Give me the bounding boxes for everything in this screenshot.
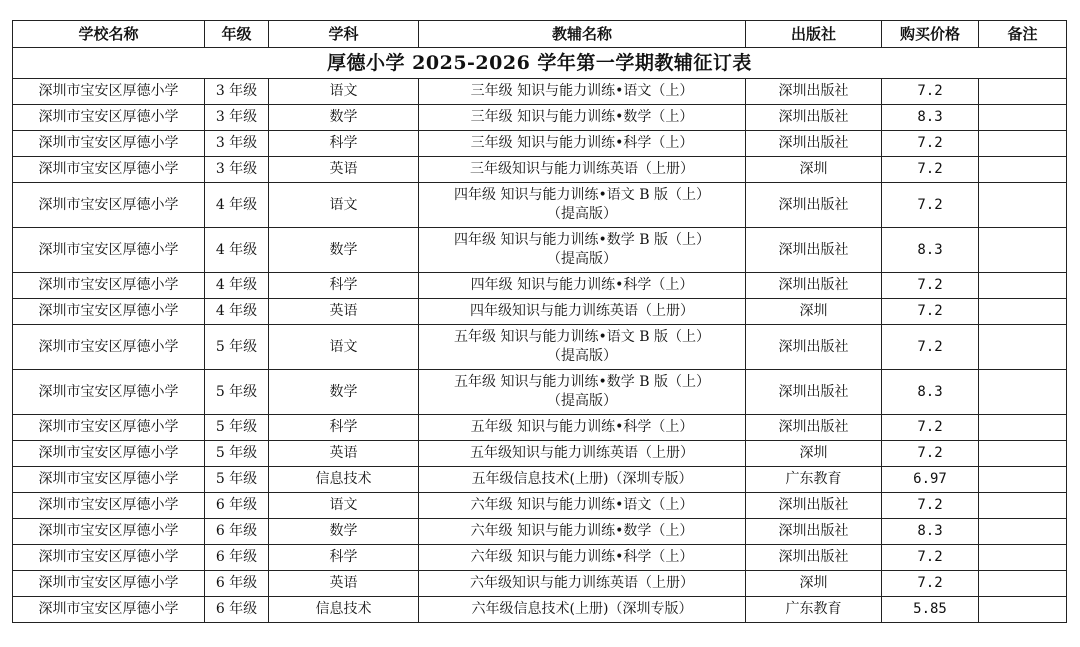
table-title: 厚德小学 2025-2026 学年第一学期教辅征订表 [13, 48, 1067, 79]
publisher-cell: 深圳出版社 [746, 273, 882, 299]
grade-cell: 4 年级 [205, 183, 269, 228]
grade-cell: 6 年级 [205, 597, 269, 623]
book-cell [419, 273, 746, 299]
price-cell: 7.2 [882, 157, 979, 183]
book-cell [419, 467, 746, 493]
price-cell: 7.2 [882, 571, 979, 597]
grade-cell: 6 年级 [205, 545, 269, 571]
table-row [13, 597, 1067, 623]
book-cell [419, 79, 746, 105]
book-name-line: 五年级 知识与能力训练•语文 B 版（上） [454, 329, 710, 345]
note-cell [979, 183, 1067, 228]
school-cell: 深圳市宝安区厚德小学 [13, 131, 205, 157]
note-cell [979, 545, 1067, 571]
book-cell [419, 519, 746, 545]
header-school: 学校名称 [13, 21, 205, 48]
table-row [13, 370, 1067, 415]
publisher-cell: 深圳 [746, 157, 882, 183]
price-cell: 7.2 [882, 273, 979, 299]
price-cell: 7.2 [882, 79, 979, 105]
publisher-cell: 深圳出版社 [746, 183, 882, 228]
book-name-line: 六年级信息技术(上册)（深圳专版） [471, 601, 693, 617]
book-cell [419, 325, 746, 370]
book-cell [419, 545, 746, 571]
grade-cell: 6 年级 [205, 493, 269, 519]
school-cell: 深圳市宝安区厚德小学 [13, 325, 205, 370]
school-cell: 深圳市宝安区厚德小学 [13, 441, 205, 467]
table-row [13, 415, 1067, 441]
subject-cell: 信息技术 [269, 467, 419, 493]
book-cell [419, 571, 746, 597]
book-cell [419, 299, 746, 325]
note-cell [979, 370, 1067, 415]
subject-cell: 英语 [269, 157, 419, 183]
book-name-line: 三年级知识与能力训练英语（上册） [470, 161, 694, 177]
table-row [13, 493, 1067, 519]
grade-cell: 5 年级 [205, 415, 269, 441]
note-cell [979, 441, 1067, 467]
publisher-cell: 深圳出版社 [746, 545, 882, 571]
book-name-line: （提高版） [547, 393, 617, 409]
grade-cell: 3 年级 [205, 79, 269, 105]
school-cell: 深圳市宝安区厚德小学 [13, 519, 205, 545]
book-name-line: 五年级知识与能力训练英语（上册） [470, 445, 694, 461]
note-cell [979, 299, 1067, 325]
book-name-line: 四年级 知识与能力训练•数学 B 版（上） [454, 232, 710, 248]
table-row [13, 441, 1067, 467]
grade-cell: 3 年级 [205, 157, 269, 183]
subject-cell: 数学 [269, 105, 419, 131]
book-cell [419, 441, 746, 467]
subject-cell: 科学 [269, 131, 419, 157]
header-price: 购买价格 [882, 21, 979, 48]
grade-cell: 5 年级 [205, 441, 269, 467]
book-name-line: 四年级 知识与能力训练•科学（上） [470, 277, 694, 293]
note-cell [979, 79, 1067, 105]
publisher-cell: 深圳出版社 [746, 493, 882, 519]
book-cell [419, 597, 746, 623]
note-cell [979, 228, 1067, 273]
note-cell [979, 493, 1067, 519]
price-cell: 7.2 [882, 441, 979, 467]
book-name-line: 六年级 知识与能力训练•科学（上） [470, 549, 694, 565]
subject-cell: 语文 [269, 493, 419, 519]
price-cell: 7.2 [882, 415, 979, 441]
price-cell: 7.2 [882, 545, 979, 571]
table-row [13, 273, 1067, 299]
header-row [13, 21, 1067, 48]
subject-cell: 语文 [269, 183, 419, 228]
book-name-line: 四年级 知识与能力训练•语文 B 版（上） [454, 187, 710, 203]
header-subject: 学科 [269, 21, 419, 48]
note-cell [979, 597, 1067, 623]
grade-cell: 4 年级 [205, 299, 269, 325]
header-note: 备注 [979, 21, 1067, 48]
publisher-cell: 深圳出版社 [746, 131, 882, 157]
grade-cell: 6 年级 [205, 571, 269, 597]
table-row [13, 325, 1067, 370]
price-cell: 8.3 [882, 228, 979, 273]
book-name-line: 六年级 知识与能力训练•数学（上） [470, 523, 694, 539]
school-cell: 深圳市宝安区厚德小学 [13, 105, 205, 131]
table-row [13, 519, 1067, 545]
note-cell [979, 415, 1067, 441]
school-cell: 深圳市宝安区厚德小学 [13, 299, 205, 325]
publisher-cell: 深圳 [746, 299, 882, 325]
subject-cell: 科学 [269, 273, 419, 299]
grade-cell: 3 年级 [205, 105, 269, 131]
school-cell: 深圳市宝安区厚德小学 [13, 79, 205, 105]
book-name-line: 三年级 知识与能力训练•语文（上） [470, 83, 694, 99]
subject-cell: 数学 [269, 370, 419, 415]
grade-cell: 5 年级 [205, 370, 269, 415]
book-name-line: 五年级 知识与能力训练•科学（上） [470, 419, 694, 435]
book-cell [419, 183, 746, 228]
price-cell: 8.3 [882, 370, 979, 415]
table-row [13, 157, 1067, 183]
school-cell: 深圳市宝安区厚德小学 [13, 415, 205, 441]
book-name-line: 三年级 知识与能力训练•科学（上） [470, 135, 694, 151]
table-row [13, 467, 1067, 493]
book-cell [419, 228, 746, 273]
price-cell: 5.85 [882, 597, 979, 623]
book-name-line: 六年级知识与能力训练英语（上册） [470, 575, 694, 591]
subject-cell: 语文 [269, 79, 419, 105]
price-cell: 6.97 [882, 467, 979, 493]
header-grade: 年级 [205, 21, 269, 48]
publisher-cell: 深圳出版社 [746, 79, 882, 105]
book-cell [419, 131, 746, 157]
grade-cell: 3 年级 [205, 131, 269, 157]
school-cell: 深圳市宝安区厚德小学 [13, 228, 205, 273]
book-name-line: （提高版） [547, 206, 617, 222]
header-book: 教辅名称 [419, 21, 746, 48]
table-row [13, 183, 1067, 228]
table-body [13, 79, 1067, 623]
publisher-cell: 深圳出版社 [746, 370, 882, 415]
publisher-cell: 广东教育 [746, 597, 882, 623]
note-cell [979, 105, 1067, 131]
school-cell: 深圳市宝安区厚德小学 [13, 370, 205, 415]
book-name-line: 六年级 知识与能力训练•语文（上） [470, 497, 694, 513]
grade-cell: 6 年级 [205, 519, 269, 545]
book-name-line: 五年级 知识与能力训练•数学 B 版（上） [454, 374, 710, 390]
book-cell [419, 370, 746, 415]
book-name-line: 五年级信息技术(上册)（深圳专版） [471, 471, 693, 487]
school-cell: 深圳市宝安区厚德小学 [13, 493, 205, 519]
price-cell: 8.3 [882, 519, 979, 545]
school-cell: 深圳市宝安区厚德小学 [13, 545, 205, 571]
book-name-line: （提高版） [547, 348, 617, 364]
note-cell [979, 273, 1067, 299]
subject-cell: 科学 [269, 545, 419, 571]
subject-cell: 语文 [269, 325, 419, 370]
book-name-line: 三年级 知识与能力训练•数学（上） [470, 109, 694, 125]
price-cell: 7.2 [882, 131, 979, 157]
school-cell: 深圳市宝安区厚德小学 [13, 597, 205, 623]
note-cell [979, 519, 1067, 545]
table-row [13, 105, 1067, 131]
grade-cell: 4 年级 [205, 228, 269, 273]
subject-cell: 英语 [269, 441, 419, 467]
book-name-line: 四年级知识与能力训练英语（上册） [470, 303, 694, 319]
table-row [13, 299, 1067, 325]
price-cell: 7.2 [882, 183, 979, 228]
grade-cell: 5 年级 [205, 325, 269, 370]
order-table [12, 20, 1067, 623]
order-form-sheet [12, 20, 1066, 623]
book-name-line: （提高版） [547, 251, 617, 267]
price-cell: 7.2 [882, 493, 979, 519]
school-cell: 深圳市宝安区厚德小学 [13, 467, 205, 493]
note-cell [979, 157, 1067, 183]
publisher-cell: 深圳 [746, 571, 882, 597]
subject-cell: 数学 [269, 519, 419, 545]
subject-cell: 英语 [269, 299, 419, 325]
note-cell [979, 467, 1067, 493]
school-cell: 深圳市宝安区厚德小学 [13, 183, 205, 228]
publisher-cell: 深圳出版社 [746, 325, 882, 370]
subject-cell: 信息技术 [269, 597, 419, 623]
publisher-cell: 深圳 [746, 441, 882, 467]
table-row [13, 571, 1067, 597]
table-row [13, 131, 1067, 157]
subject-cell: 数学 [269, 228, 419, 273]
table-row [13, 545, 1067, 571]
publisher-cell: 广东教育 [746, 467, 882, 493]
grade-cell: 4 年级 [205, 273, 269, 299]
publisher-cell: 深圳出版社 [746, 519, 882, 545]
book-cell [419, 157, 746, 183]
price-cell: 7.2 [882, 299, 979, 325]
price-cell: 7.2 [882, 325, 979, 370]
book-cell [419, 105, 746, 131]
subject-cell: 科学 [269, 415, 419, 441]
school-cell: 深圳市宝安区厚德小学 [13, 571, 205, 597]
publisher-cell: 深圳出版社 [746, 415, 882, 441]
header-publisher: 出版社 [746, 21, 882, 48]
school-cell: 深圳市宝安区厚德小学 [13, 157, 205, 183]
table-row [13, 79, 1067, 105]
price-cell: 8.3 [882, 105, 979, 131]
note-cell [979, 571, 1067, 597]
table-row [13, 228, 1067, 273]
publisher-cell: 深圳出版社 [746, 105, 882, 131]
book-cell [419, 415, 746, 441]
grade-cell: 5 年级 [205, 467, 269, 493]
publisher-cell: 深圳出版社 [746, 228, 882, 273]
note-cell [979, 131, 1067, 157]
subject-cell: 英语 [269, 571, 419, 597]
school-cell: 深圳市宝安区厚德小学 [13, 273, 205, 299]
book-cell [419, 493, 746, 519]
note-cell [979, 325, 1067, 370]
